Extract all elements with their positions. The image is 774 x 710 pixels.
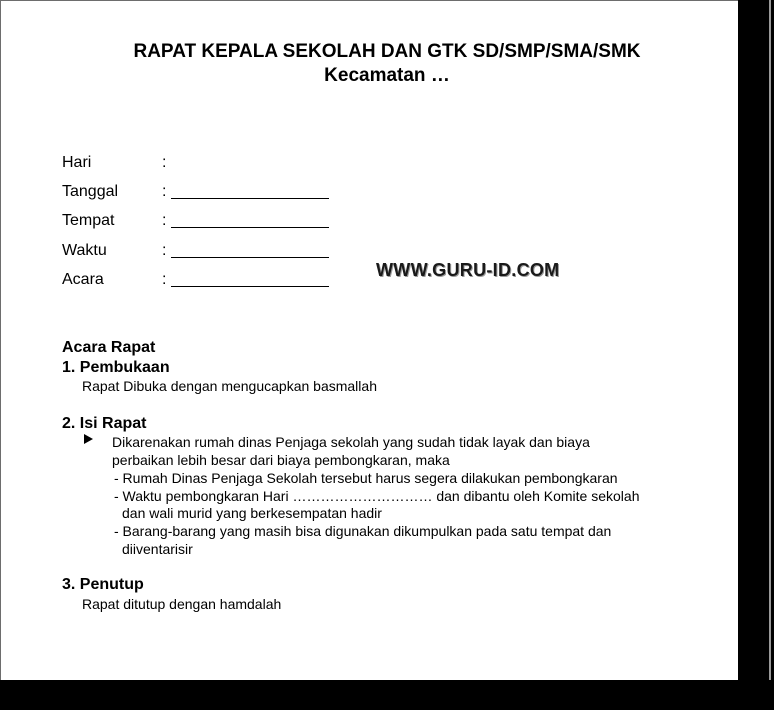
bullet-text-line2: perbaikan lebih besar dari biaya pembongkaran, maka [112, 452, 450, 468]
field-colon: : [162, 242, 167, 259]
section-content-title: 2. Isi Rapat [62, 415, 147, 432]
scroll-edge [769, 0, 771, 700]
fill-in-line [171, 211, 329, 228]
field-label: Hari [62, 154, 92, 171]
list-item-continuation: dan wali murid yang berkesempatan hadir [122, 505, 382, 521]
fill-in-line [171, 270, 329, 287]
field-acara [62, 270, 329, 290]
field-tanggal [62, 182, 329, 202]
section-closing-title: 3. Penutup [62, 576, 144, 593]
field-colon: : [162, 183, 167, 200]
field-colon: : [162, 271, 167, 288]
list-item: - Waktu pembongkaran Hari ………………………… dan dibantu oleh Komite sekolah [114, 488, 640, 504]
field-label: Waktu [62, 242, 107, 259]
document-title: RAPAT KEPALA SEKOLAH DAN GTK SD/SMP/SMA/SMK [133, 41, 641, 62]
agenda-heading: Acara Rapat [62, 339, 156, 356]
list-item: - Barang-barang yang masih bisa digunakan dikumpulkan pada satu tempat dan [114, 523, 612, 539]
arrow-bullet-icon [84, 434, 93, 444]
bullet-text-line1: Dikarenakan rumah dinas Penjaga sekolah yang sudah tidak layak dan biaya [112, 434, 590, 450]
list-item: - Rumah Dinas Penjaga Sekolah tersebut harus segera dilakukan pembongkaran [114, 470, 618, 486]
fill-in-line [171, 182, 329, 199]
window-border-bottom [0, 680, 774, 710]
field-waktu [62, 241, 329, 261]
field-label: Acara [62, 271, 104, 288]
section-opening-title: 1. Pembukaan [62, 359, 170, 376]
document-subtitle: Kecamatan … [324, 65, 450, 86]
window-border-right [738, 0, 774, 710]
field-label: Tanggal [62, 183, 119, 200]
field-colon: : [162, 212, 167, 229]
field-colon: : [162, 154, 167, 171]
field-hari [62, 153, 171, 173]
fill-in-line [171, 241, 329, 258]
list-item-continuation: diiventarisir [122, 541, 193, 557]
section-closing-text: Rapat ditutup dengan hamdalah [82, 596, 282, 612]
section-opening-text: Rapat Dibuka dengan mengucapkan basmallah [82, 378, 377, 394]
watermark-text: WWW.GURU-ID.COM [376, 260, 560, 280]
field-label: Tempat [62, 212, 115, 229]
field-tempat [62, 211, 329, 231]
